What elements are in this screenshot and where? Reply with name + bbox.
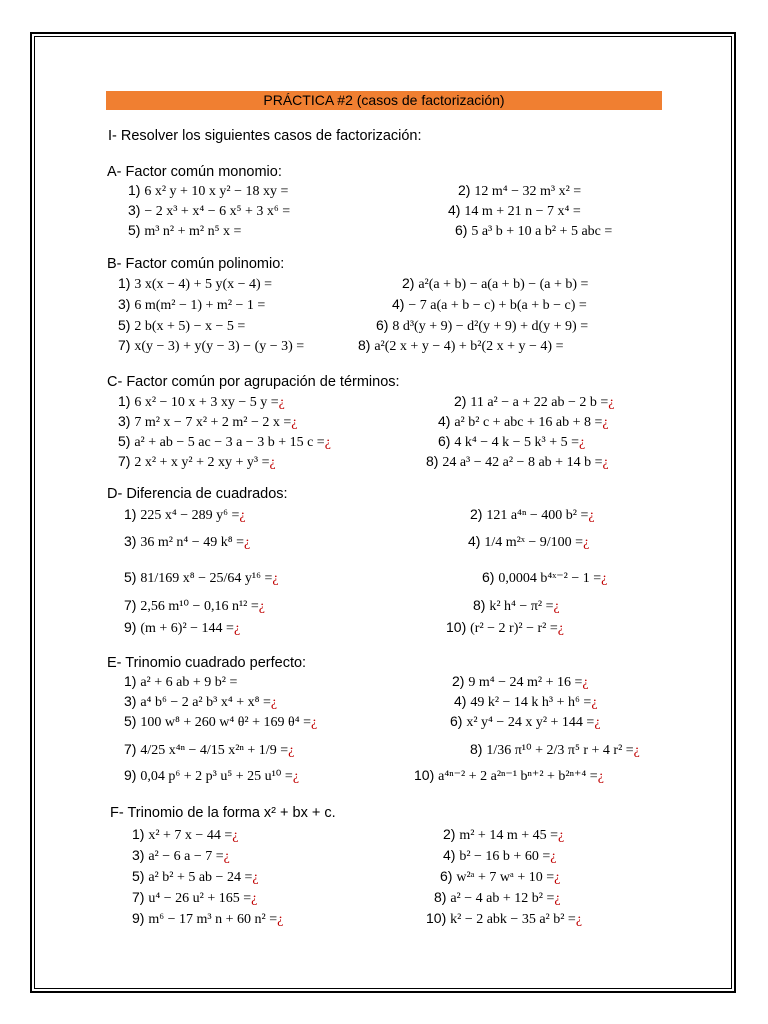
exercise-f-4: 4) b² − 16 b + 60 =¿ <box>443 847 557 864</box>
exercise-f-3: 3) a² − 6 a − 7 =¿ <box>132 847 230 864</box>
instructions: I- Resolver los siguientes casos de factorización: <box>108 128 422 144</box>
exercise-c-7: 7) 2 x² + x y² + 2 xy + y³ =¿ <box>118 453 276 470</box>
exercise-d-6: 6) 0,0004 b⁴ˣ⁻² − 1 =¿ <box>482 569 608 586</box>
exercise-b-7: 7) x(y − 3) + y(y − 3) − (y − 3) = <box>118 337 305 354</box>
exercise-d-10: 10) (r² − 2 r)² − r² =¿ <box>446 619 564 636</box>
exercise-b-8: 8) a²(2 x + y − 4) + b²(2 x + y − 4) = <box>358 337 564 354</box>
exercise-e-3: 3) a⁴ b⁶ − 2 a² b³ x⁴ + x⁸ =¿ <box>124 693 278 710</box>
exercise-c-2: 2) 11 a² − a + 22 ab − 2 b =¿ <box>454 393 615 410</box>
exercise-e-5: 5) 100 w⁸ + 260 w⁴ θ² + 169 θ⁴ =¿ <box>124 713 318 730</box>
exercise-c-3: 3) 7 m² x − 7 x² + 2 m² − 2 x =¿ <box>118 413 298 430</box>
section-b-heading: B- Factor común polinomio: <box>107 256 285 272</box>
exercise-d-3: 3) 36 m² n⁴ − 49 k⁸ =¿ <box>124 533 251 550</box>
exercise-e-1: 1) a² + 6 ab + 9 b² = <box>124 673 238 690</box>
exercise-b-1: 1) 3 x(x − 4) + 5 y(x − 4) = <box>118 275 273 292</box>
exercise-a-6: 6) 5 a³ b + 10 a b² + 5 abc = <box>455 222 613 239</box>
section-a-heading: A- Factor común monomio: <box>107 164 282 180</box>
exercise-f-2: 2) m² + 14 m + 45 =¿ <box>443 826 565 843</box>
exercise-f-9: 9) m⁶ − 17 m³ n + 60 n² =¿ <box>132 910 284 927</box>
exercise-f-1: 1) x² + 7 x − 44 =¿ <box>132 826 239 843</box>
exercise-d-1: 1) 225 x⁴ − 289 y⁶ =¿ <box>124 506 246 523</box>
exercise-b-4: 4) − 7 a(a + b − c) + b(a + b − c) = <box>392 296 587 313</box>
section-d-heading: D- Diferencia de cuadrados: <box>107 486 288 502</box>
exercise-e-8: 8) 1/36 π¹⁰ + 2/3 π⁵ r + 4 r² =¿ <box>470 741 640 758</box>
section-e-heading: E- Trinomio cuadrado perfecto: <box>107 655 307 671</box>
exercise-d-2: 2) 121 a⁴ⁿ − 400 b² =¿ <box>470 506 595 523</box>
exercise-a-4: 4) 14 m + 21 n − 7 x⁴ = <box>448 202 581 219</box>
exercise-f-5: 5) a² b² + 5 ab − 24 =¿ <box>132 868 259 885</box>
section-c-heading: C- Factor común por agrupación de términos: <box>107 374 400 390</box>
exercise-f-10: 10) k² − 2 abk − 35 a² b² =¿ <box>426 910 583 927</box>
exercise-e-7: 7) 4/25 x⁴ⁿ − 4/15 x²ⁿ + 1/9 =¿ <box>124 741 295 758</box>
exercise-e-6: 6) x² y⁴ − 24 x y² + 144 =¿ <box>450 713 601 730</box>
exercise-d-4: 4) 1/4 m²ˣ − 9/100 =¿ <box>468 533 590 550</box>
exercise-c-5: 5) a² + ab − 5 ac − 3 a − 3 b + 15 c =¿ <box>118 433 331 450</box>
exercise-b-5: 5) 2 b(x + 5) − x − 5 = <box>118 317 246 334</box>
exercise-f-8: 8) a² − 4 ab + 12 b² =¿ <box>434 889 561 906</box>
exercise-d-7: 7) 2,56 m¹⁰ − 0,16 n¹² =¿ <box>124 597 265 614</box>
exercise-a-3: 3) − 2 x³ + x⁴ − 6 x⁵ + 3 x⁶ = <box>128 202 291 219</box>
exercise-c-6: 6) 4 k⁴ − 4 k − 5 k³ + 5 =¿ <box>438 433 586 450</box>
exercise-a-1: 1) 6 x² y + 10 x y² − 18 xy = <box>128 182 289 199</box>
exercise-a-2: 2) 12 m⁴ − 32 m³ x² = <box>458 182 582 199</box>
exercise-f-7: 7) u⁴ − 26 u² + 165 =¿ <box>132 889 258 906</box>
exercise-b-2: 2) a²(a + b) − a(a + b) − (a + b) = <box>402 275 589 292</box>
exercise-d-5: 5) 81/169 x⁸ − 25/64 y¹⁶ =¿ <box>124 569 279 586</box>
exercise-c-4: 4) a² b² c + abc + 16 ab + 8 =¿ <box>438 413 609 430</box>
exercise-c-8: 8) 24 a³ − 42 a² − 8 ab + 14 b =¿ <box>426 453 609 470</box>
exercise-c-1: 1) 6 x² − 10 x + 3 xy − 5 y =¿ <box>118 393 285 410</box>
section-f-heading: F- Trinomio de la forma x² + bx + c. <box>110 805 336 821</box>
exercise-e-9: 9) 0,04 p⁶ + 2 p³ u⁵ + 25 u¹⁰ =¿ <box>124 767 300 784</box>
exercise-e-4: 4) 49 k² − 14 k h³ + h⁶ =¿ <box>454 693 598 710</box>
exercise-a-5: 5) m³ n² + m² n⁵ x = <box>128 222 242 239</box>
exercise-f-6: 6) w²ᵃ + 7 wᵃ + 10 =¿ <box>440 868 561 885</box>
exercise-b-3: 3) 6 m(m² − 1) + m² − 1 = <box>118 296 266 313</box>
exercise-e-2: 2) 9 m⁴ − 24 m² + 16 =¿ <box>452 673 589 690</box>
page-title: PRÁCTICA #2 (casos de factorización) <box>106 91 662 110</box>
exercise-e-10: 10) a⁴ⁿ⁻² + 2 a²ⁿ⁻¹ bⁿ⁺² + b²ⁿ⁺⁴ =¿ <box>414 767 604 784</box>
exercise-d-8: 8) k² h⁴ − π² =¿ <box>473 597 560 614</box>
exercise-b-6: 6) 8 d³(y + 9) − d²(y + 9) + d(y + 9) = <box>376 317 589 334</box>
exercise-d-9: 9) (m + 6)² − 144 =¿ <box>124 619 241 636</box>
